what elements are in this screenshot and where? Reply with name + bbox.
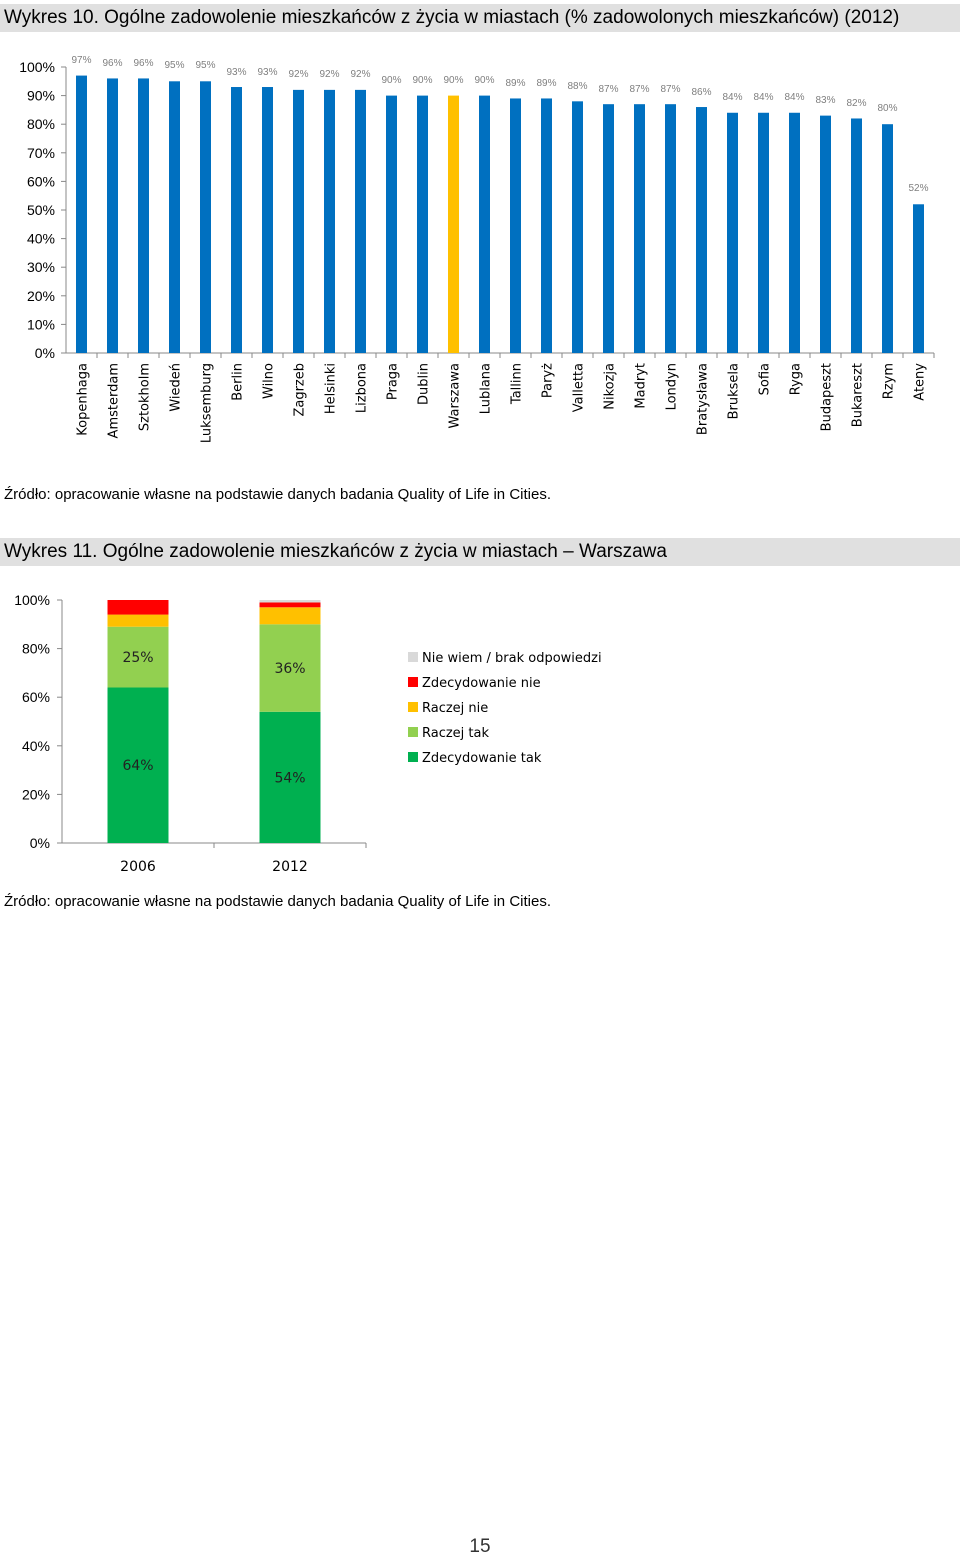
y-tick-label: 0% (29, 835, 50, 851)
legend-label: Zdecydowanie nie (422, 676, 541, 691)
data-label: 95% (195, 60, 216, 71)
bar-amsterdam (107, 78, 118, 353)
bar-bruksela (727, 113, 738, 353)
data-label: 84% (722, 92, 743, 103)
data-label: 96% (133, 58, 154, 69)
y-tick-label: 30% (26, 259, 55, 276)
x-tick-label: Lublana (478, 363, 494, 415)
data-label: 88% (567, 81, 588, 92)
y-tick-label: 100% (14, 592, 50, 608)
bar-sofia (758, 113, 769, 353)
legend-swatch (408, 652, 418, 662)
x-tick-label: Londyn (664, 363, 680, 411)
data-label: 89% (536, 78, 557, 89)
legend-label: Zdecydowanie tak (422, 751, 542, 766)
x-tick-label: Wiedeń (168, 363, 184, 412)
x-tick-label: Budapeszt (819, 363, 835, 432)
x-tick-label: Helsinki (323, 363, 339, 415)
y-tick-label: 10% (26, 316, 55, 333)
x-tick-label: Valletta (571, 363, 587, 413)
data-label: 93% (257, 67, 278, 78)
data-label: 82% (846, 98, 867, 109)
data-label: 80% (877, 103, 898, 114)
bar-warszawa (448, 96, 459, 353)
bar-londyn (665, 104, 676, 353)
x-tick-label: Dublin (416, 363, 432, 405)
warsaw-satisfaction-stacked-chart (0, 580, 960, 880)
bar-nikozja (603, 104, 614, 353)
x-tick-label: Ryga (788, 363, 804, 396)
legend-label: Raczej nie (422, 701, 489, 716)
bar-bukareszt (851, 118, 862, 353)
x-tick-label: Praga (385, 363, 401, 401)
segment-nie-wiem-brak-odpowiedzi-2012 (260, 600, 321, 602)
data-label: 84% (784, 92, 805, 103)
city-satisfaction-bar-chart (0, 40, 960, 460)
figure-10-source: Źródło: opracowanie własne na podstawie danych badania Quality of Life in Cities. (4, 486, 551, 503)
segment-zdecydowanie-nie-2012 (260, 602, 321, 607)
bar-madryt (634, 104, 645, 353)
x-tick-label: Tallinn (509, 363, 525, 405)
data-label: 83% (815, 95, 836, 106)
data-label: 96% (102, 58, 123, 69)
data-label: 90% (474, 75, 495, 86)
data-label: 92% (319, 69, 340, 80)
bar-berlin (231, 87, 242, 353)
data-label: 92% (288, 69, 309, 80)
data-label: 87% (629, 84, 650, 95)
segment-zdecydowanie-nie-2006 (108, 600, 169, 615)
legend-swatch (408, 677, 418, 687)
bar-ryga (789, 113, 800, 353)
bar-kopenhaga (76, 76, 87, 353)
figure-10-title: Wykres 10. Ogólne zadowolenie mieszkańców z życia w miastach (% zadowolonych mieszkańców) (2012) (0, 4, 960, 32)
x-tick-label: Wilno (261, 363, 277, 399)
bar-paryż (541, 98, 552, 353)
figure-11-source: Źródło: opracowanie własne na podstawie danych badania Quality of Life in Cities. (4, 893, 551, 910)
bar-budapeszt (820, 116, 831, 353)
bar-bratysława (696, 107, 707, 353)
y-tick-label: 40% (21, 737, 50, 754)
y-tick-label: 20% (21, 786, 50, 803)
bar-rzym (882, 124, 893, 353)
x-tick-label: Zagrzeb (292, 363, 308, 417)
data-label: 95% (164, 60, 185, 71)
page-number: 15 (469, 1536, 491, 1557)
x-tick-label: Ateny (912, 363, 928, 401)
data-label: 36% (274, 661, 306, 678)
y-tick-label: 20% (26, 287, 55, 304)
bar-valletta (572, 101, 583, 353)
legend-swatch (408, 752, 418, 762)
x-tick-label: Sofia (757, 363, 773, 396)
segment-raczej-nie-2012 (260, 607, 321, 624)
bar-luksemburg (200, 81, 211, 353)
x-tick-label: Bruksela (726, 363, 742, 420)
bar-sztokholm (138, 78, 149, 353)
x-tick-label: 2006 (120, 859, 156, 875)
data-label: 54% (274, 770, 306, 787)
y-tick-label: 0% (34, 345, 55, 361)
y-tick-label: 100% (19, 59, 55, 75)
x-tick-label: Luksemburg (199, 363, 215, 444)
data-label: 92% (350, 69, 371, 80)
bar-lizbona (355, 90, 366, 353)
bar-wilno (262, 87, 273, 353)
bar-helsinki (324, 90, 335, 353)
data-label: 90% (443, 75, 464, 86)
x-tick-label: Madryt (633, 363, 649, 409)
data-label: 64% (122, 758, 154, 775)
bar-lublana (479, 96, 490, 353)
legend-swatch (408, 702, 418, 712)
data-label: 90% (381, 75, 402, 86)
y-tick-label: 60% (21, 689, 50, 706)
y-tick-label: 50% (26, 202, 55, 218)
x-tick-label: Nikozja (602, 363, 618, 410)
data-label: 89% (505, 78, 526, 89)
bar-tallinn (510, 98, 521, 353)
data-label: 86% (691, 87, 712, 98)
data-label: 90% (412, 75, 433, 86)
bar-ateny (913, 204, 924, 353)
data-label: 52% (908, 183, 929, 194)
data-label: 25% (122, 650, 154, 667)
y-tick-label: 80% (26, 116, 55, 133)
legend-label: Raczej tak (422, 726, 490, 741)
y-tick-label: 80% (21, 640, 50, 657)
data-label: 97% (71, 55, 92, 66)
y-tick-label: 90% (26, 87, 55, 104)
y-tick-label: 40% (26, 230, 55, 247)
x-tick-label: Warszawa (447, 363, 463, 429)
x-tick-label: Rzym (881, 363, 897, 400)
x-tick-label: Sztokholm (137, 363, 153, 432)
data-label: 93% (226, 67, 247, 78)
bar-praga (386, 96, 397, 353)
x-tick-label: Bukareszt (850, 363, 866, 428)
data-label: 84% (753, 92, 774, 103)
y-tick-label: 70% (26, 144, 55, 161)
bar-dublin (417, 96, 428, 353)
x-tick-label: Berlin (230, 363, 246, 401)
x-tick-label: Bratysława (695, 363, 711, 436)
x-tick-label: Kopenhaga (75, 363, 91, 436)
data-label: 87% (598, 84, 619, 95)
legend-label: Nie wiem / brak odpowiedzi (422, 651, 602, 666)
data-label: 87% (660, 84, 681, 95)
x-tick-label: Paryż (540, 363, 556, 399)
x-tick-label: 2012 (272, 859, 308, 875)
bar-wiedeń (169, 81, 180, 353)
figure-11-title: Wykres 11. Ogólne zadowolenie mieszkańców z życia w miastach – Warszawa (0, 538, 960, 566)
bar-zagrzeb (293, 90, 304, 353)
x-tick-label: Lizbona (354, 363, 370, 414)
segment-raczej-nie-2006 (108, 615, 169, 627)
x-tick-label: Amsterdam (106, 363, 122, 439)
y-tick-label: 60% (26, 173, 55, 190)
legend-swatch (408, 727, 418, 737)
